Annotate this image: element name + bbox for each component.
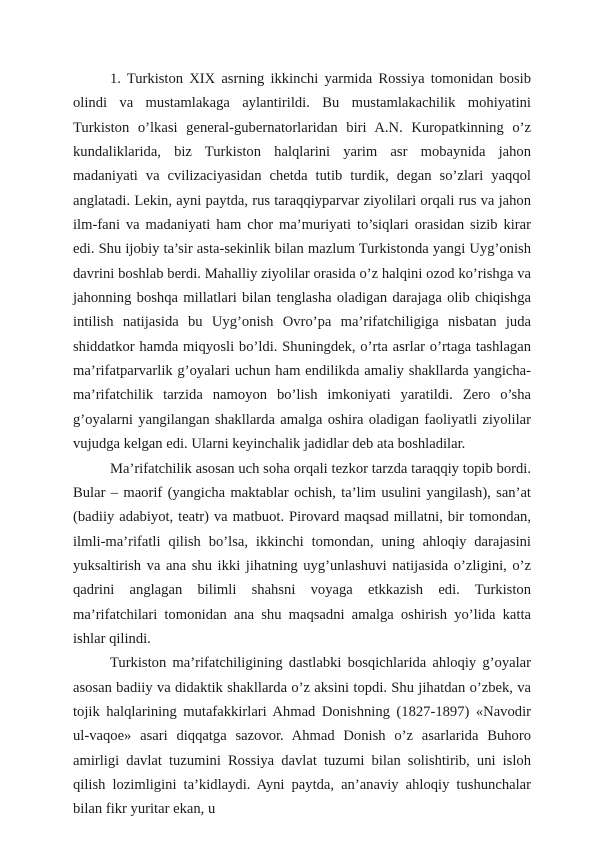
paragraph-1: 1. Turkiston XIX asrning ikkinchi yarmida Rossiya tomonidan bosib olindi va mustamlakaga aylantirildi. Bu mustamlakachilik mohiyatini Turkiston o’lkasi general-gubernatorlaridan biri A.N. Kuropatkinning o’z kundaliklarida, biz Turkiston halqlarini yarim asr mobaynida jahon madaniyati va cvilizaciyasidan chetda tutib turdik, degan so’zlari yaqqol anglatadi. Lekin, ayni paytda, rus taraqqiyparvar ziyolilari orqali rus va jahon ilm-fani va madaniyati ham chor ma’muriyati to’siqlari orasidan sizib kirar edi. Shu ijobiy ta’sir asta-sekinlik bilan mazlum Turkistonda yangi Uyg’onish davrini boshlab berdi. Mahalliy ziyolilar orasida o’z halqini ozod ko’rishga va jahonning boshqa millatlari bilan tenglasha oladigan darajaga olib chiqishga intilish natijasida bu Uyg’onish Ovro’pa ma’rifatchiligiga nisbatan juda shiddatkor hamda miqyosli bo’ldi. Shuningdek, o’rta asrlar o’rtaga tashlagan ma’rifatparvarlik g’oyalari uchun ham endilikda amaliy shakllarda yangicha-ma’rifatchilik tarzida namoyon bo’lish imkoniyati yaratildi. Zero o’sha g’oyalarni yangilangan shakllarda amalga oshira oladigan faoliyatli ziyolilar vujudga kelgan edi. Ularni keyinchalik jadidlar deb ata boshladilar. xyxy=(73,71,531,453)
paragraph-3: Turkiston ma’rifatchiligining dastlabki bosqichlarida ahloqiy g’oyalar asosan badiiy va didaktik shakllarda o’z aksini topdi. Shu jihatdan o’zbek, va tojik halqlarining mutafakkirlari Ahmad Donishning (1827-1897) «Navodir ul-vaqoe» asari diqqatga sazovor. Ahmad Donish o’z asarlarida Buhoro amirligi davlat tuzumini Rossiya davlat tuzumi bilan solishtirib, uni isloh qilish lozimligini ta’kidlaydi. Ayni paytda, an’anaviy ahloqiy tushunchalar bilan fikr yuritar ekan, u xyxy=(73,655,531,818)
paragraph-2: Ma’rifatchilik asosan uch soha orqali tezkor tarzda taraqqiy topib bordi. Bular – maorif (yangicha maktablar ochish, ta’lim usulini yangilash), san’at (badiiy adabiyot, teatr) va matbuot. Pirovard maqsad millatni, bir tomondan, ilmli-ma’rifatli qilish bo’lsa, ikkinchi tomondan, uning ahloqiy darajasini yuksaltirish va ana shu ikki jihatning uyg’unlashuvi natijasida o’zligini, o’z qadrini anglagan bilimli shahsni voyaga etkkazish edi. Turkiston ma’rifatchilari tomonidan ana shu maqsadni amalga oshirish yo’lida katta ishlar qilindi. xyxy=(73,460,531,647)
document-body xyxy=(73,67,531,822)
